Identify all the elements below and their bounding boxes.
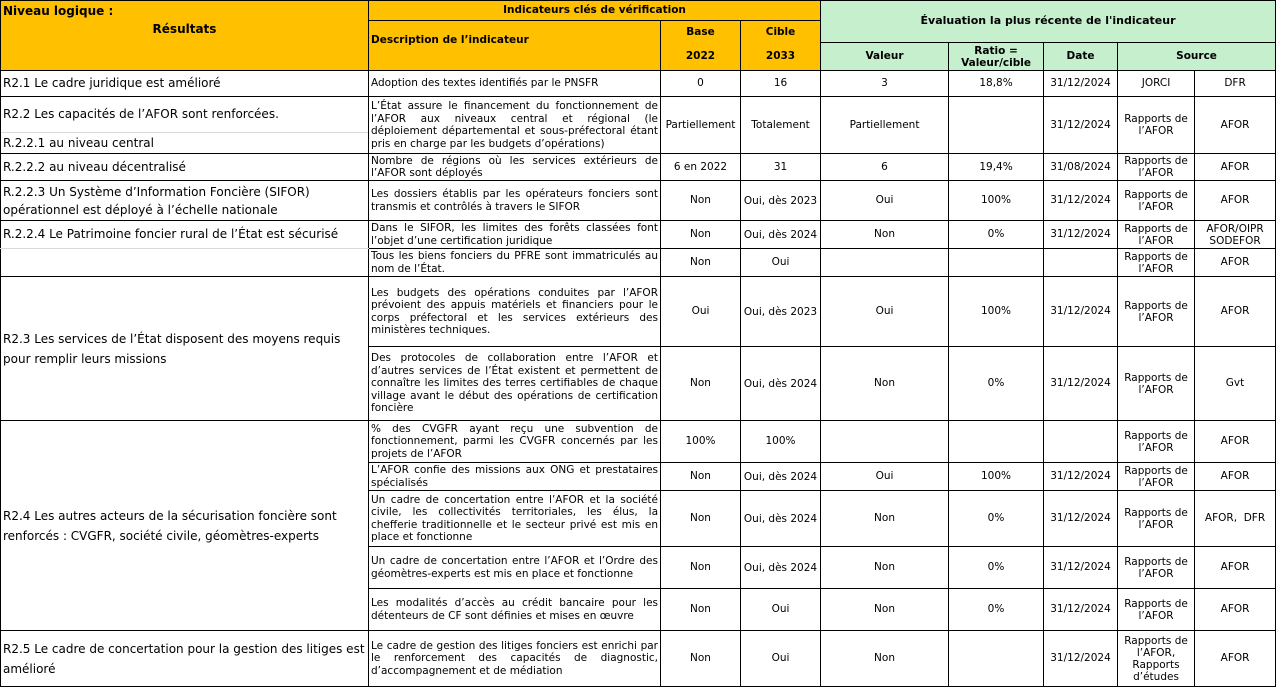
value-cell: Non <box>821 347 949 421</box>
source-org-cell: AFOR <box>1195 547 1276 589</box>
value-cell: Oui <box>821 277 949 347</box>
value-cell <box>821 421 949 463</box>
source-cell: Rapports de l’AFOR <box>1118 421 1195 463</box>
header-base-year: 2022 <box>661 43 741 71</box>
description-cell: L’État assure le financement du fonctionnement de l’AFOR aux niveaux central et régional (le déploiement départemental et sous-préfectoral étant pris en charge par les budgets d’opérations) <box>369 97 661 154</box>
target-cell: Totalement <box>741 97 821 154</box>
result-cell: R.2.2.3 Un Système d’Information Foncière (SIFOR) opérationnel est déployé à l’échelle nationale <box>1 181 369 221</box>
table-row <box>1 181 1276 221</box>
target-cell: Oui, dès 2024 <box>741 221 821 249</box>
ratio-cell: 19,4% <box>949 154 1044 181</box>
date-cell: 31/08/2024 <box>1044 154 1118 181</box>
date-cell: 31/12/2024 <box>1044 547 1118 589</box>
ratio-cell: 0% <box>949 491 1044 547</box>
date-cell: 31/12/2024 <box>1044 71 1118 97</box>
source-cell: Rapports de l’AFOR <box>1118 463 1195 491</box>
ratio-cell: 18,8% <box>949 71 1044 97</box>
source-cell: Rapports de l’AFOR <box>1118 347 1195 421</box>
date-cell: 31/12/2024 <box>1044 181 1118 221</box>
header-base: Base <box>661 21 741 43</box>
target-cell: 16 <box>741 71 821 97</box>
base-cell: Non <box>661 221 741 249</box>
table-row <box>1 154 1276 181</box>
date-cell: 31/12/2024 <box>1044 631 1118 687</box>
ratio-cell: 100% <box>949 463 1044 491</box>
ratio-cell <box>949 421 1044 463</box>
ratio-cell: 100% <box>949 277 1044 347</box>
source-org-cell: AFOR, DFR <box>1195 491 1276 547</box>
date-cell: 31/12/2024 <box>1044 347 1118 421</box>
header-logical-level: Niveau logique : <box>1 1 369 21</box>
date-cell: 31/12/2024 <box>1044 221 1118 249</box>
source-org-cell: AFOR <box>1195 277 1276 347</box>
source-org-cell: AFOR <box>1195 631 1276 687</box>
header-description: Description de l’indicateur <box>369 21 661 71</box>
value-cell: Oui <box>821 463 949 491</box>
header-value: Valeur <box>821 43 949 71</box>
base-cell: Partiellement <box>661 97 741 154</box>
target-cell: Oui <box>741 631 821 687</box>
base-cell: Non <box>661 249 741 277</box>
source-cell: Rapports de l’AFOR <box>1118 97 1195 154</box>
table-row <box>1 631 1276 687</box>
base-cell: Non <box>661 463 741 491</box>
result-subtext: R.2.2.1 au niveau central <box>3 136 154 150</box>
source-org-cell: AFOR <box>1195 463 1276 491</box>
source-org-cell: AFOR/OIPR SODEFOR <box>1195 221 1276 249</box>
description-cell: Les dossiers établis par les opérateurs fonciers sont transmis et contrôlés à travers le SIFOR <box>369 181 661 221</box>
description-cell: % des CVGFR ayant reçu une subvention de fonctionnement, parmi les CVGFR concernés par les projets de l’AFOR <box>369 421 661 463</box>
ratio-cell: 0% <box>949 547 1044 589</box>
header-key-indicators: Indicateurs clés de vérification <box>369 1 821 21</box>
source-cell: Rapports de l’AFOR <box>1118 547 1195 589</box>
value-cell: 6 <box>821 154 949 181</box>
date-cell: 31/12/2024 <box>1044 97 1118 154</box>
ratio-cell <box>949 631 1044 687</box>
description-cell: Un cadre de concertation entre l’AFOR et la société civile, les collectivités territoriales, les élus, la chefferie traditionnelle et le secteur privé est mis en place et fonctionne <box>369 491 661 547</box>
header-target-year: 2033 <box>741 43 821 71</box>
base-cell: Non <box>661 547 741 589</box>
table-row <box>1 221 1276 249</box>
source-cell: Rapports de l’AFOR <box>1118 154 1195 181</box>
source-org-cell: AFOR <box>1195 181 1276 221</box>
result-cell: R2.4 Les autres acteurs de la sécurisation foncière sont renforcés : CVGFR, société civile, géomètres-experts <box>1 421 369 631</box>
result-cell: R2.1 Le cadre juridique est amélioré <box>1 71 369 97</box>
result-cell: R2.3 Les services de l’État disposent des moyens requis pour remplir leurs missions <box>1 277 369 421</box>
source-cell: Rapports de l’AFOR <box>1118 221 1195 249</box>
target-cell: Oui <box>741 589 821 631</box>
target-cell: Oui, dès 2024 <box>741 491 821 547</box>
base-cell: Non <box>661 589 741 631</box>
description-cell: Des protocoles de collaboration entre l’AFOR et d’autres services de l’État existent et permettent de connaître les limites des terres certifiables de chaque village avant le début des opérations de certification foncière <box>369 347 661 421</box>
description-cell: Dans le SIFOR, les limites des forêts classées font l’objet d’une certification juridique <box>369 221 661 249</box>
date-cell <box>1044 421 1118 463</box>
header-ratio: Ratio = Valeur/cible <box>949 43 1044 71</box>
table-row <box>1 277 1276 347</box>
result-text: R2.2 Les capacités de l’AFOR sont renforcées. <box>1 97 368 133</box>
date-cell: 31/12/2024 <box>1044 463 1118 491</box>
source-cell: Rapports de l’AFOR, Rapports d’études <box>1118 631 1195 687</box>
date-cell <box>1044 249 1118 277</box>
target-cell: Oui, dès 2024 <box>741 347 821 421</box>
source-cell: Rapports de l’AFOR <box>1118 181 1195 221</box>
value-cell: Non <box>821 221 949 249</box>
result-cell: R.2.2.2 au niveau décentralisé <box>1 154 369 181</box>
source-cell: JORCI <box>1118 71 1195 97</box>
base-cell: Non <box>661 347 741 421</box>
base-cell: Non <box>661 181 741 221</box>
value-cell <box>821 249 949 277</box>
description-cell: Nombre de régions où les services extérieurs de l’AFOR sont déployés <box>369 154 661 181</box>
ratio-cell: 0% <box>949 221 1044 249</box>
description-cell: Tous les biens fonciers du PFRE sont immatriculés au nom de l’État. <box>369 249 661 277</box>
header-source: Source <box>1118 43 1276 71</box>
date-cell: 31/12/2024 <box>1044 491 1118 547</box>
ratio-cell: 0% <box>949 589 1044 631</box>
value-cell: Partiellement <box>821 97 949 154</box>
description-cell: L’AFOR confie des missions aux ONG et prestataires spécialisés <box>369 463 661 491</box>
source-org-cell: AFOR <box>1195 249 1276 277</box>
description-cell: Adoption des textes identifiés par le PNSFR <box>369 71 661 97</box>
source-cell: Rapports de l’AFOR <box>1118 249 1195 277</box>
result-cell: R2.5 Le cadre de concertation pour la gestion des litiges est amélioré <box>1 631 369 687</box>
value-cell: Non <box>821 631 949 687</box>
value-cell: 3 <box>821 71 949 97</box>
target-cell: Oui <box>741 249 821 277</box>
source-cell: Rapports de l’AFOR <box>1118 277 1195 347</box>
target-cell: 100% <box>741 421 821 463</box>
source-org-cell: AFOR <box>1195 97 1276 154</box>
result-cell: R.2.2.4 Le Patrimoine foncier rural de l’État est sécurisé <box>1 221 369 249</box>
ratio-cell <box>949 249 1044 277</box>
header-results: Résultats <box>1 21 369 71</box>
description-cell: Un cadre de concertation entre l’AFOR et l’Ordre des géomètres-experts est mis en place et fonctionne <box>369 547 661 589</box>
source-org-cell: AFOR <box>1195 154 1276 181</box>
header-target: Cible <box>741 21 821 43</box>
base-cell: Non <box>661 491 741 547</box>
description-cell: Les modalités d’accès au crédit bancaire pour les détenteurs de CF sont définies et mises en œuvre <box>369 589 661 631</box>
date-cell: 31/12/2024 <box>1044 277 1118 347</box>
ratio-cell: 100% <box>949 181 1044 221</box>
header-date: Date <box>1044 43 1118 71</box>
base-cell: Non <box>661 631 741 687</box>
target-cell: 31 <box>741 154 821 181</box>
source-cell: Rapports de l’AFOR <box>1118 589 1195 631</box>
source-cell: Rapports de l’AFOR <box>1118 491 1195 547</box>
description-cell: Le cadre de gestion des litiges fonciers est enrichi par le renforcement des capacités de diagnostic, d’accompagnement et de médiation <box>369 631 661 687</box>
target-cell: Oui, dès 2024 <box>741 463 821 491</box>
base-cell: 6 en 2022 <box>661 154 741 181</box>
table-row <box>1 71 1276 97</box>
result-cell <box>1 97 369 154</box>
value-cell: Non <box>821 547 949 589</box>
target-cell: Oui, dès 2023 <box>741 181 821 221</box>
ratio-cell <box>949 97 1044 154</box>
value-cell: Non <box>821 589 949 631</box>
header-evaluation: Évaluation la plus récente de l'indicateur <box>821 1 1276 43</box>
table-row <box>1 249 1276 277</box>
base-cell: 0 <box>661 71 741 97</box>
source-org-cell: DFR <box>1195 71 1276 97</box>
result-cell <box>1 249 369 277</box>
source-org-cell: AFOR <box>1195 421 1276 463</box>
base-cell: Oui <box>661 277 741 347</box>
description-cell: Les budgets des opérations conduites par l’AFOR prévoient des appuis matériels et financiers pour le corps préfectoral et les services extérieurs des ministères techniques. <box>369 277 661 347</box>
table-row <box>1 97 1276 154</box>
value-cell: Non <box>821 491 949 547</box>
target-cell: Oui, dès 2023 <box>741 277 821 347</box>
table-row <box>1 421 1276 463</box>
value-cell: Oui <box>821 181 949 221</box>
ratio-cell: 0% <box>949 347 1044 421</box>
base-cell: 100% <box>661 421 741 463</box>
date-cell: 31/12/2024 <box>1044 589 1118 631</box>
source-org-cell: Gvt <box>1195 347 1276 421</box>
target-cell: Oui, dès 2024 <box>741 547 821 589</box>
source-org-cell: AFOR <box>1195 589 1276 631</box>
